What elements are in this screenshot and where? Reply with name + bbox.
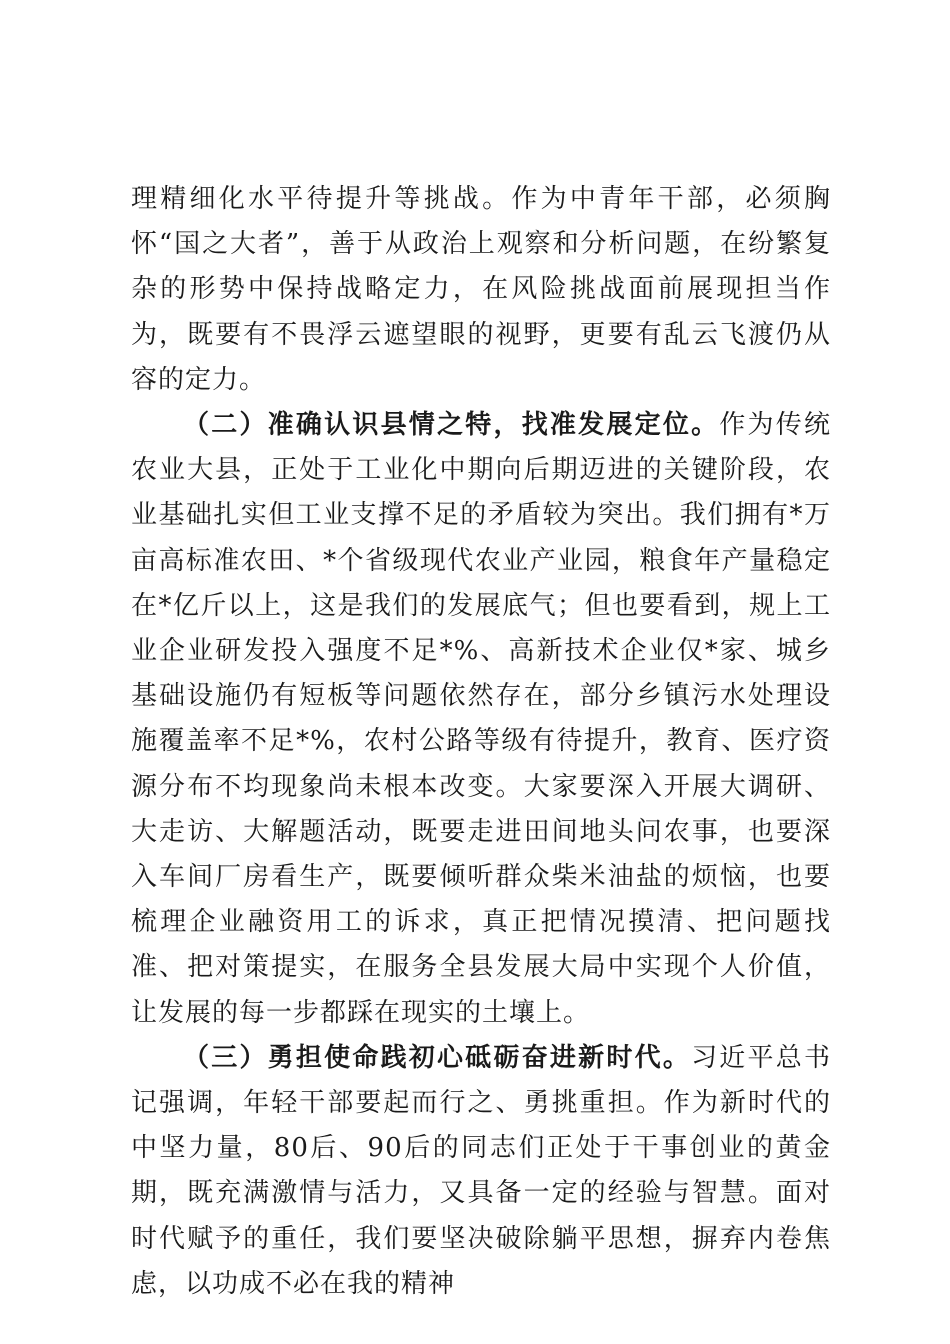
paragraph-3 bbox=[131, 1036, 831, 1307]
paragraph-1 bbox=[131, 177, 831, 403]
paragraph-1-body: 理精细化水平待提升等挑战。作为中青年干部，必须胸怀“国之大者”，善于从政治上观察和分析问题，在纷繁复杂的形势中保持战略定力，在风险挑战面前展现担当作为，既要有不畏浮云遮望眼的视野，更要有乱云飞渡仍从容的定力。 bbox=[131, 184, 831, 395]
body-text bbox=[131, 177, 831, 1307]
paragraph-2 bbox=[131, 403, 831, 1036]
paragraph-2-heading: （二）准确认识县情之特，找准发展定位。 bbox=[183, 410, 720, 441]
paragraph-2-body: 作为传统农业大县，正处于工业化中期向后期迈进的关键阶段，农业基础扎实但工业支撑不足的矛盾较为突出。我们拥有*万亩高标准农田、*个省级现代农业产业园，粮食年产量稳定在*亿斤以上，这是我们的发展底气；但也要看到，规上工业企业研发投入强度不足*%、高新技术企业仅*家、城乡基础设施仍有短板等问题依然存在，部分乡镇污水处理设施覆盖率不足*%，农村公路等级有待提升，教育、医疗资源分布不均现象尚未根本改变。大家要深入开展大调研、大走访、大解题活动，既要走进田间地头问农事，也要深入车间厂房看生产，既要倾听群众柴米油盐的烦恼，也要梳理企业融资用工的诉求，真正把情况摸清、把问题找准、把对策提实，在服务全县发展大局中实现个人价值，让发展的每一步都踩在现实的土壤上。 bbox=[131, 410, 831, 1028]
paragraph-3-heading: （三）勇担使命践初心砥砺奋进新时代。 bbox=[183, 1042, 692, 1073]
paragraph-3-body: 习近平总书记强调，年轻干部要起而行之、勇挑重担。作为新时代的中坚力量，80后、90后的同志们正处于干事创业的黄金期，既充满激情与活力，又具备一定的经验与智慧。面对时代赋予的重任，我们要坚决破除躺平思想，摒弃内卷焦虑，以功成不必在我的精神 bbox=[131, 1042, 831, 1299]
